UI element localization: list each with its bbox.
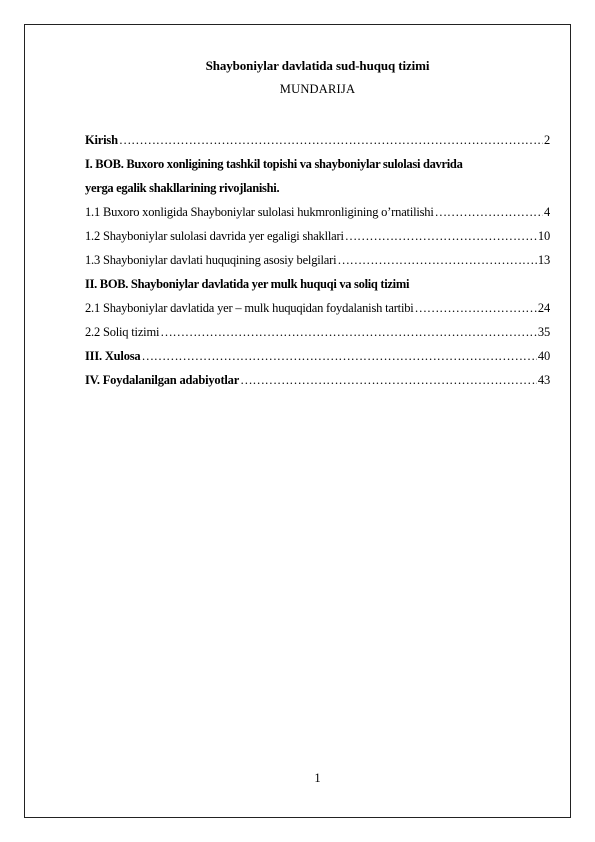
toc-label: 2.2 Soliq tizimi: [85, 325, 160, 339]
toc-label: 2.1 Shayboniylar davlatida yer – mulk huquqidan foydalanish tartibi: [85, 301, 414, 315]
toc-leader-dots: [337, 248, 537, 272]
toc-leader-dots: [435, 200, 543, 224]
toc-label: 1.1 Buxoro xonligida Shayboniylar sulolasi hukmronligining o’rnatilishi: [85, 205, 434, 219]
toc-page: 2: [543, 133, 550, 147]
toc-label: 1.3 Shayboniylar davlati huquqining asosiy belgilari: [85, 253, 337, 267]
document-title: Shayboniylar davlatida sud-huquq tizimi: [205, 58, 430, 73]
toc-heading: MUNDARIJA: [279, 82, 356, 96]
toc-page: 10: [537, 229, 550, 243]
toc-label: 1.2 Shayboniylar sulolasi davrida yer egaligi shakllari: [85, 229, 344, 243]
toc-page: 13: [537, 253, 550, 267]
table-of-contents: [85, 128, 550, 392]
toc-leader-dots: [141, 344, 536, 368]
toc-label: Kirish: [85, 133, 118, 147]
toc-entry-references[interactable]: [85, 368, 550, 392]
toc-chapter-1-line-2[interactable]: yerga egalik shakllarining rivojlanishi.: [85, 181, 280, 195]
toc-entry-2-2[interactable]: [85, 320, 550, 344]
toc-page: 24: [537, 301, 550, 315]
toc-label: IV. Foydalanilgan adabiyotlar: [85, 373, 240, 387]
toc-leader-dots: [119, 128, 543, 152]
toc-leader-dots: [345, 224, 537, 248]
toc-entry-1-1[interactable]: [85, 200, 550, 224]
toc-chapter-2[interactable]: II. BOB. Shayboniylar davlatida yer mulk huquqi va soliq tizimi: [85, 277, 410, 291]
toc-page: 40: [537, 349, 550, 363]
toc-chapter-1-line-1[interactable]: I. BOB. Buxoro xonligining tashkil topishi va shayboniylar sulolasi davrida: [85, 157, 463, 171]
toc-entry-1-2[interactable]: [85, 224, 550, 248]
toc-entry-2-1[interactable]: [85, 296, 550, 320]
toc-entry-intro[interactable]: [85, 128, 550, 152]
page-number: 1: [314, 771, 321, 785]
toc-leader-dots: [240, 368, 537, 392]
toc-leader-dots: [160, 320, 537, 344]
toc-page: 35: [537, 325, 550, 339]
toc-page: 43: [537, 373, 550, 387]
toc-page: 4: [543, 205, 550, 219]
toc-label: III. Xulosa: [85, 349, 141, 363]
toc-entry-1-3[interactable]: [85, 248, 550, 272]
toc-leader-dots: [415, 296, 537, 320]
toc-entry-conclusion[interactable]: [85, 344, 550, 368]
